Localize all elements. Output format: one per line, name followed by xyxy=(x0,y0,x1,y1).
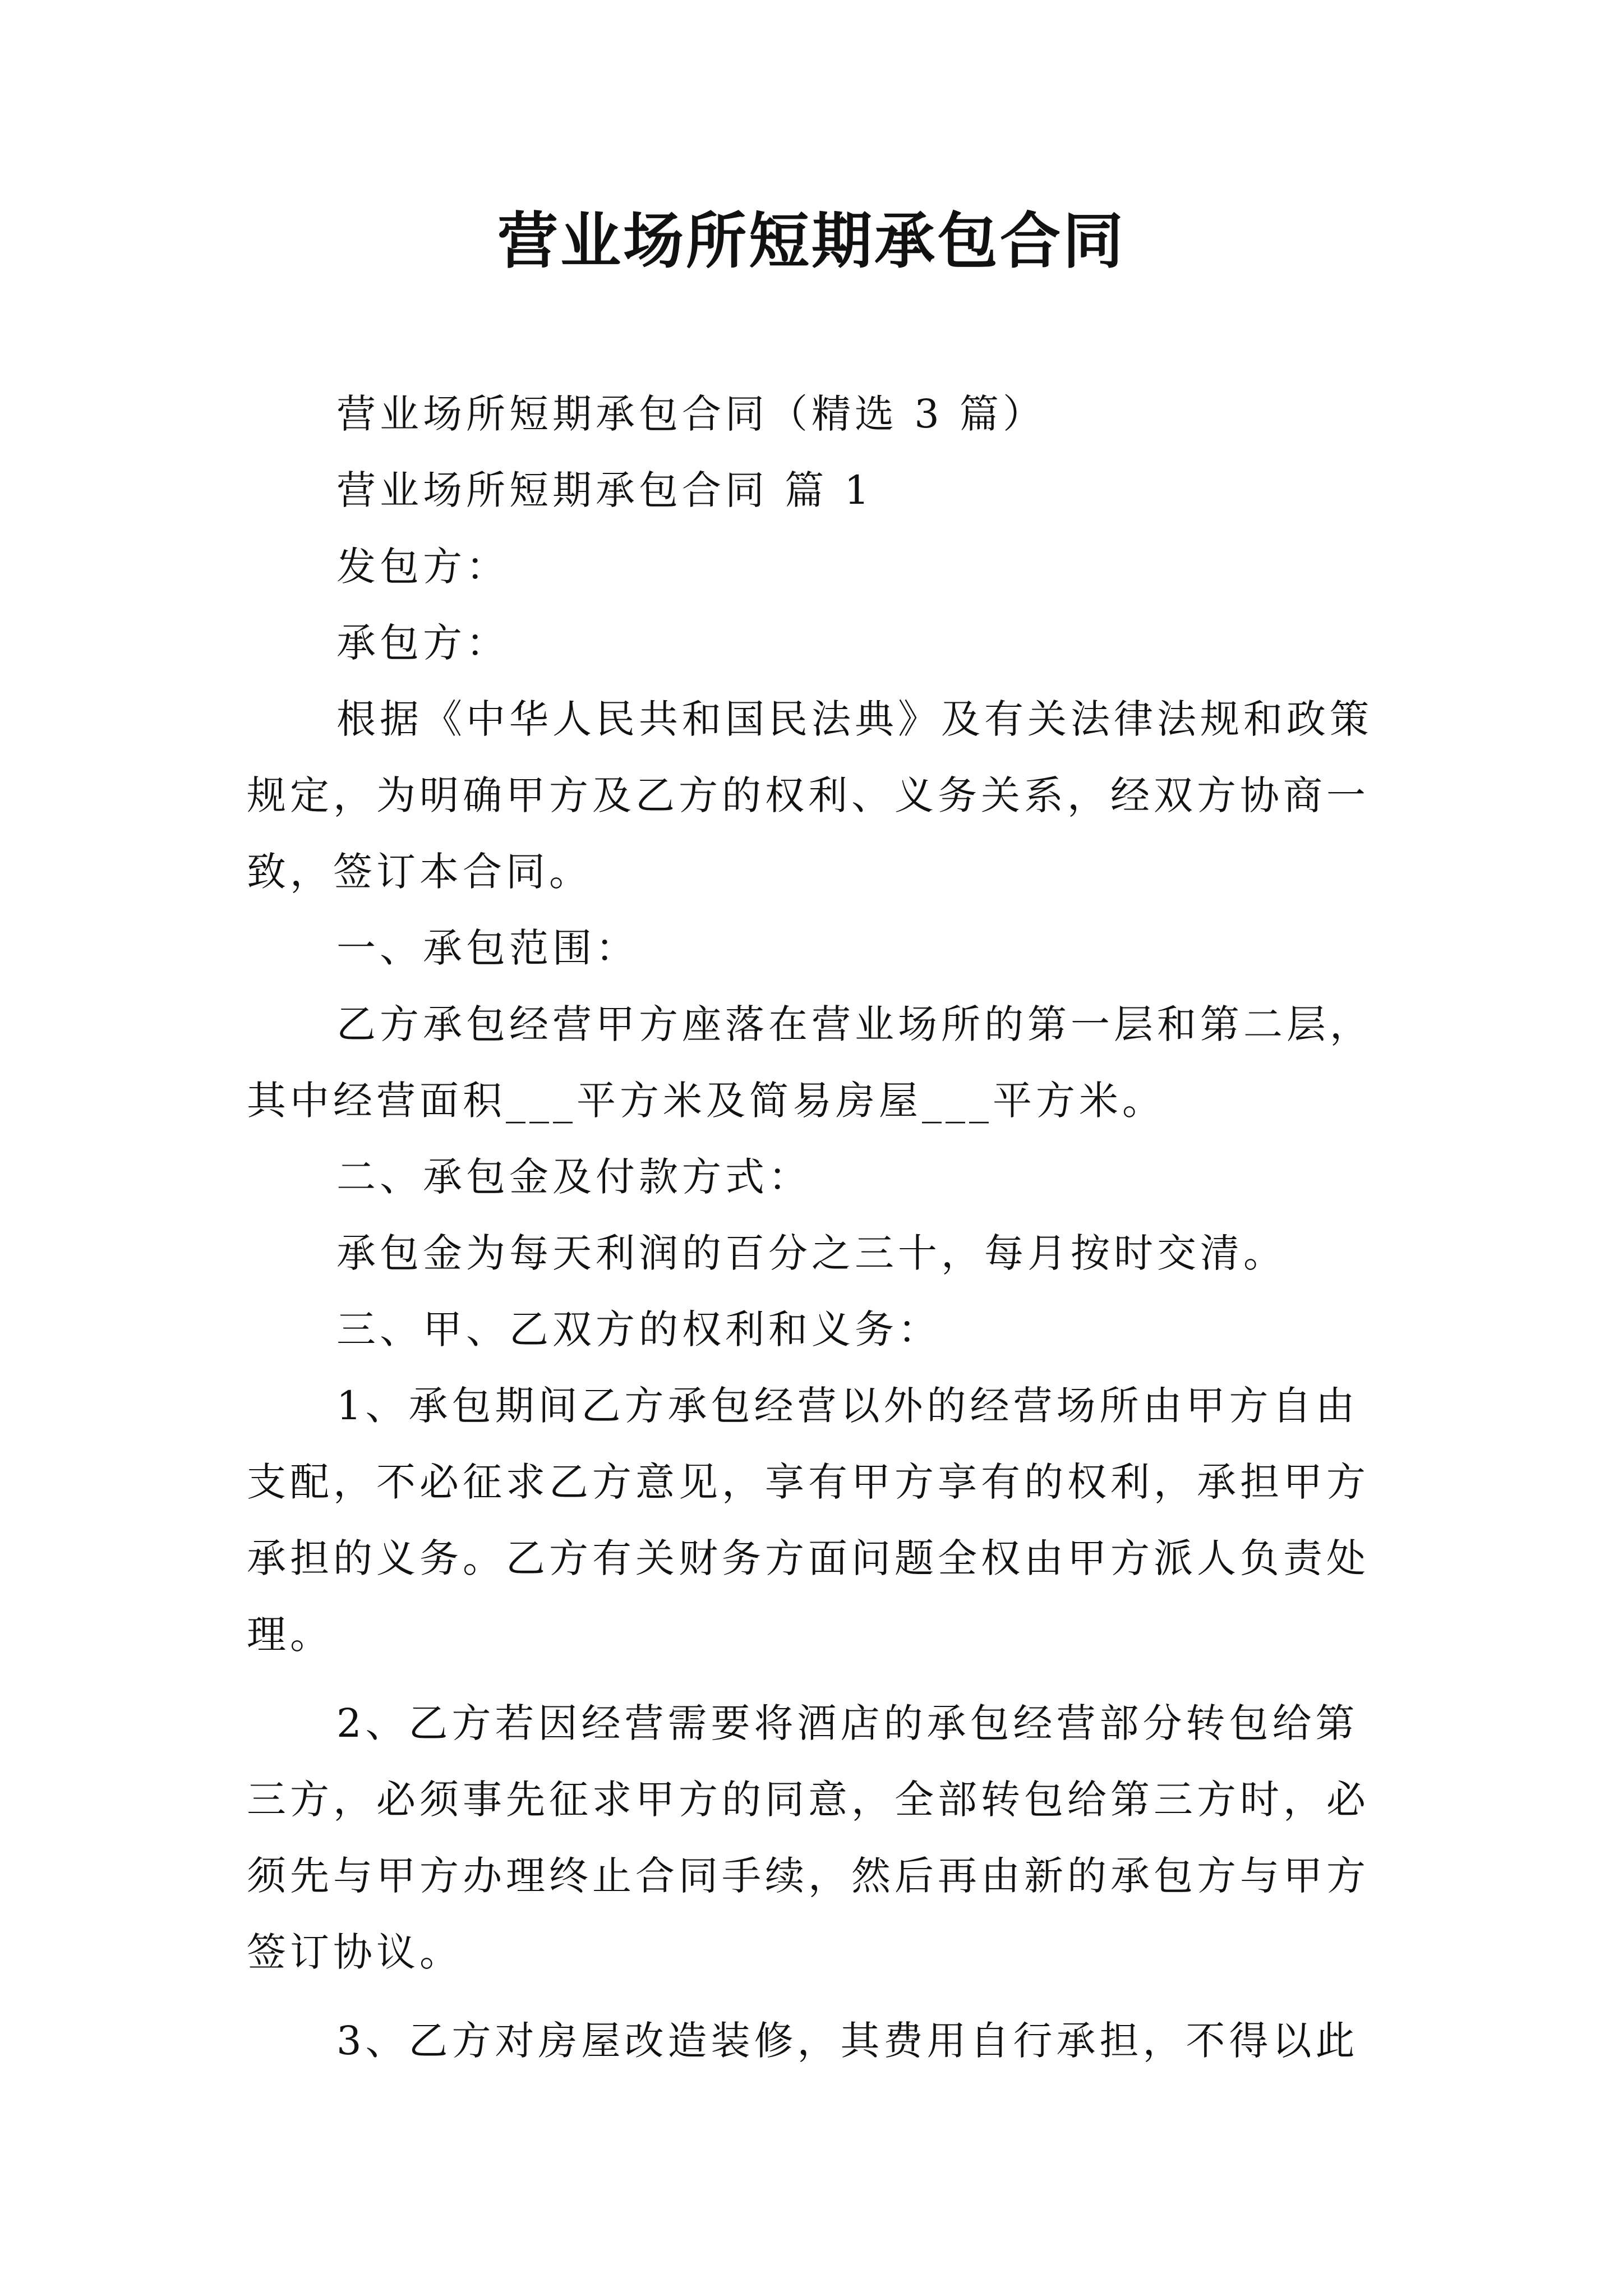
paragraph-clause-2-body: 承包金为每天利润的百分之三十，每月按时交清。 xyxy=(336,1230,1287,1276)
paragraph-preamble: 根据《中华人民共和国民法典》及有关法律法规和政策规定，为明确甲方及乙方的权利、义务关系，经双方协商一致，签订本合同。 xyxy=(247,696,1373,895)
paragraph-clause-3-item-1: 1、承包期间乙方承包经营以外的经营场所由甲方自由支配，不必征求乙方意见，享有甲方享有的权利，承担甲方承担的义务。乙方有关财务方面问题全权由甲方派人负责处理。 xyxy=(247,1383,1370,1658)
paragraph-party-b: 承包方： xyxy=(336,620,509,666)
paragraph-clause-1-body: 乙方承包经营甲方座落在营业场所的第一层和第二层，其中经营面积___平方米及简易房屋___平方米。 xyxy=(247,1001,1373,1124)
paragraph-subtitle: 营业场所短期承包合同（精选 3 篇） xyxy=(336,391,1046,437)
paragraph-clause-3-heading: 三、甲、乙双方的权利和义务： xyxy=(336,1306,941,1352)
paragraph-party-a: 发包方： xyxy=(336,544,509,590)
document-body xyxy=(247,376,1385,2079)
paragraph-clause-3-item-2: 2、乙方若因经营需要将酒店的承包经营部分转包给第三方，必须事先征求甲方的同意，全部转包给第三方时，必须先与甲方办理终止合同手续，然后再由新的承包方与甲方签订协议。 xyxy=(247,1700,1370,1975)
paragraph-clause-3-item-3: 3、乙方对房屋改造装修，其费用自行承担，不得以此 xyxy=(336,2018,1359,2064)
paragraph-clause-1-heading: 一、承包范围： xyxy=(336,925,639,971)
document-title: 营业场所短期承包合同 xyxy=(497,206,1126,277)
paragraph-clause-2-heading: 二、承包金及付款方式： xyxy=(336,1154,811,1200)
paragraph-section-heading: 营业场所短期承包合同 篇 1 xyxy=(336,467,874,513)
